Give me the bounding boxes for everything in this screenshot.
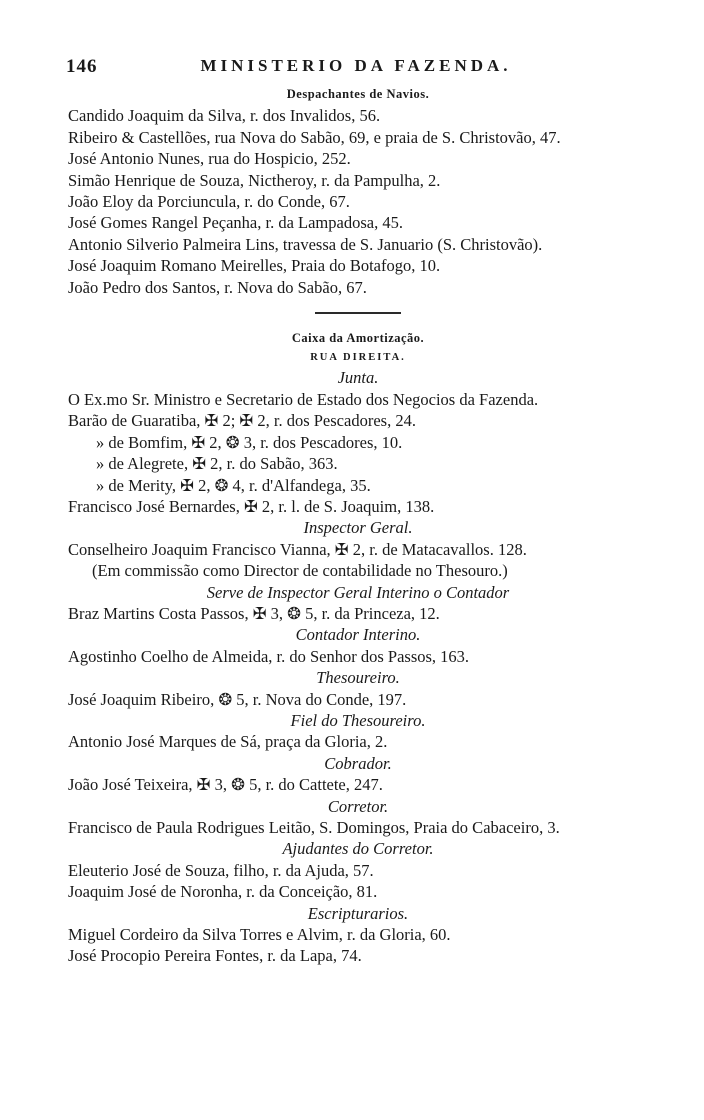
role-heading-ajudantes: Ajudantes do Corretor. — [282, 839, 434, 859]
list-item: O Ex.mo Sr. Ministro e Secretario de Estado dos Negocios da Fazenda. — [68, 389, 539, 409]
list-item: » de Bomfim, ✠ 2, ❂ 3, r. dos Pescadores, 10. — [96, 432, 403, 452]
page-header — [66, 56, 646, 80]
list-item: Antonio José Marques de Sá, praça da Gloria, 2. — [68, 732, 388, 752]
section-title-caixa: Caixa da Amortização. — [291, 331, 425, 346]
list-item: Ribeiro & Castellões, rua Nova do Sabão, 69, e praia de S. Christovão, 47. — [68, 127, 561, 147]
list-item: Conselheiro Joaquim Francisco Vianna, ✠ 2, r. de Matacavallos. 128. — [68, 539, 527, 559]
list-item: José Gomes Rangel Peçanha, r. da Lampadosa, 45. — [68, 213, 403, 233]
role-heading-escripturarios: Escripturarios. — [307, 903, 409, 923]
role-heading-junta: Junta. — [337, 368, 379, 388]
role-heading-serve: Serve de Inspector Geral Interino o Contador — [206, 582, 510, 602]
section-address: RUA DIREITA. — [310, 352, 406, 364]
list-item: Joaquim José de Noronha, r. da Conceição, 81. — [68, 882, 378, 902]
list-item: José Joaquim Ribeiro, ❂ 5, r. Nova do Conde, 197. — [68, 689, 407, 709]
list-item: João Eloy da Porciuncula, r. do Conde, 67. — [68, 192, 350, 212]
list-item: Eleuterio José de Souza, filho, r. da Ajuda, 57. — [68, 860, 374, 880]
section-title-despachantes: Despachantes de Navios. — [286, 87, 430, 101]
list-item: Barão de Guaratiba, ✠ 2; ✠ 2, r. dos Pescadores, 24. — [68, 411, 416, 431]
list-item: Agostinho Coelho de Almeida, r. do Senhor dos Passos, 163. — [68, 646, 470, 666]
list-item: João Pedro dos Santos, r. Nova do Sabão, 67. — [68, 277, 367, 297]
role-heading-cobrador: Cobrador. — [324, 753, 392, 773]
list-item: Francisco de Paula Rodrigues Leitão, S. Domingos, Praia do Cabaceiro, 3. — [68, 818, 560, 837]
running-title: MINISTERIO DA FAZENDA. — [200, 56, 512, 75]
role-heading-inspector: Inspector Geral. — [303, 518, 413, 538]
page-number: 146 — [66, 56, 98, 77]
list-item: José Procopio Pereira Fontes, r. da Lapa, 74. — [68, 946, 362, 966]
list-item: » de Alegrete, ✠ 2, r. do Sabão, 363. — [96, 454, 338, 474]
list-item: Miguel Cordeiro da Silva Torres e Alvim, r. da Gloria, 60. — [68, 925, 451, 945]
list-item: » de Merity, ✠ 2, ❂ 4, r. d'Alfandega, 35. — [96, 475, 371, 495]
list-item: Candido Joaquim da Silva, r. dos Invalidos, 56. — [68, 106, 381, 126]
list-item: João José Teixeira, ✠ 3, ❂ 5, r. do Cattete, 247. — [68, 775, 383, 795]
list-item: Braz Martins Costa Passos, ✠ 3, ❂ 5, r. da Princeza, 12. — [68, 603, 440, 623]
list-item: Antonio Silverio Palmeira Lins, travessa de S. Januario (S. Christovão). — [68, 234, 543, 254]
role-heading-corretor: Corretor. — [327, 796, 389, 816]
role-heading-contador: Contador Interino. — [295, 625, 421, 645]
list-item: José Joaquim Romano Meirelles, Praia do Botafogo, 10. — [68, 256, 441, 276]
list-item: Francisco José Bernardes, ✠ 2, r. l. de S. Joaquim, 138. — [68, 496, 435, 516]
list-item: José Antonio Nunes, rua do Hospicio, 252. — [68, 149, 351, 169]
page-content — [68, 84, 648, 967]
role-heading-fiel: Fiel do Thesoureiro. — [290, 710, 426, 730]
list-item: Simão Henrique de Souza, Nictheroy, r. da Pampulha, 2. — [68, 170, 441, 190]
role-heading-thesoureiro: Thesoureiro. — [316, 668, 400, 688]
section-divider — [315, 312, 401, 314]
inspector-note: (Em commissão como Director de contabilidade no Thesouro.) — [92, 561, 508, 581]
despachantes-list — [68, 105, 648, 298]
